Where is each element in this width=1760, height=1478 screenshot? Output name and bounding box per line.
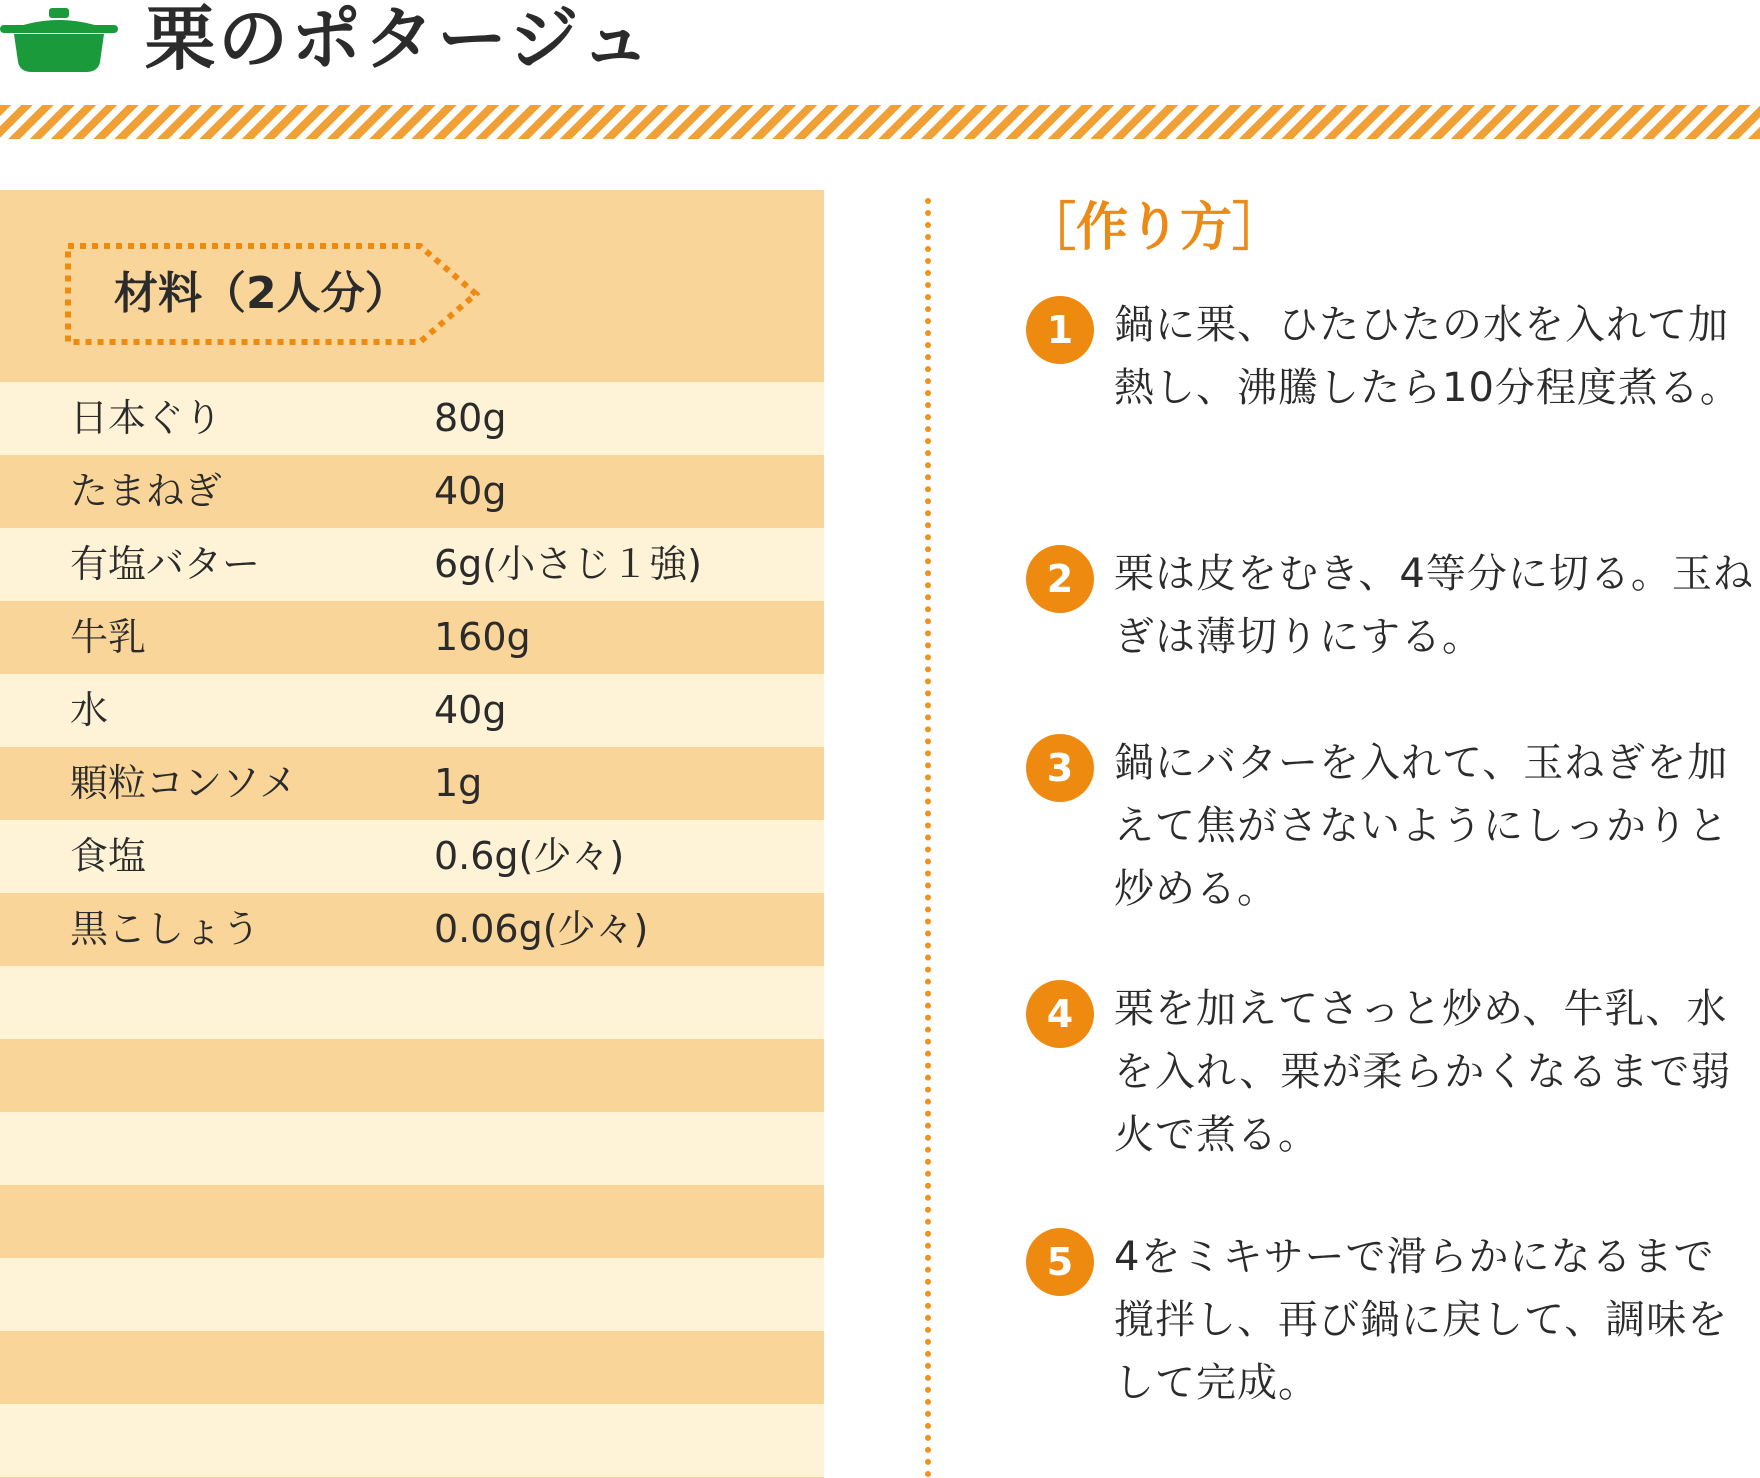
- step-text: 鍋に栗、ひたひたの水を入れて加熱し、沸騰したら10分程度煮る。: [1114, 302, 1741, 411]
- method-title: ［作り方］: [1024, 198, 1285, 258]
- step-number-badge: 2: [1026, 545, 1094, 613]
- step-number-badge: 1: [1026, 296, 1094, 364]
- step-text: 4をミキサーで滑らかになるまで撹拌し、再び鍋に戻して、調味をして完成。: [1114, 1234, 1729, 1406]
- ingredient-name: 黒こしょう: [70, 907, 261, 951]
- ingredient-row: [0, 528, 824, 601]
- ingredient-row-empty: [0, 1258, 824, 1331]
- column-divider: [925, 198, 931, 1478]
- ingredient-row: [0, 820, 824, 893]
- ingredients-title: 材料（2人分）: [114, 268, 409, 319]
- step-number-badge: 5: [1026, 1228, 1094, 1296]
- step-text: 栗を加えてさっと炒め、牛乳、水を入れ、栗が柔らかくなるまで弱火で煮る。: [1114, 986, 1732, 1158]
- step-text: 栗は皮をむき、4等分に切る。玉ねぎは薄切りにする。: [1114, 551, 1754, 660]
- step-text: 鍋にバターを入れて、玉ねぎを加えて焦がさないようにしっかりと炒める。: [1114, 740, 1729, 912]
- ingredient-name: 有塩バター: [70, 542, 261, 586]
- ingredient-row: [0, 893, 824, 966]
- ingredient-row-empty: [0, 1331, 824, 1404]
- ingredient-row-empty: [0, 966, 824, 1039]
- pot-icon: [0, 8, 118, 72]
- ingredient-name: 顆粒コンソメ: [70, 761, 298, 805]
- ingredient-name: たまねぎ: [70, 469, 223, 513]
- ingredients-tag: [64, 242, 484, 346]
- ingredient-row: [0, 747, 824, 820]
- ingredient-amount: 40g: [434, 688, 507, 732]
- ingredient-amount: 80g: [434, 396, 507, 440]
- ingredient-row-empty: [0, 1404, 824, 1477]
- ingredients-panel: [0, 190, 824, 1478]
- step-number-badge: 3: [1026, 734, 1094, 802]
- ingredient-row-empty: [0, 1112, 824, 1185]
- header-stripe-divider: [0, 105, 1760, 139]
- ingredient-name: 牛乳: [70, 615, 147, 659]
- ingredient-row: [0, 382, 824, 455]
- ingredient-name: 水: [70, 688, 109, 732]
- ingredient-row-empty: [0, 1185, 824, 1258]
- page-title: 栗のポタージュ: [145, 0, 654, 80]
- ingredient-row: [0, 455, 824, 528]
- ingredient-amount: 40g: [434, 469, 507, 513]
- ingredient-name: 食塩: [70, 834, 147, 878]
- ingredient-row: [0, 601, 824, 674]
- ingredient-amount: 0.6g(少々): [434, 834, 625, 878]
- ingredient-row: [0, 674, 824, 747]
- step-number-badge: 4: [1026, 980, 1094, 1048]
- ingredient-name: 日本ぐり: [70, 396, 223, 440]
- page-header: [0, 0, 1760, 140]
- ingredient-amount: 0.06g(少々): [434, 907, 649, 951]
- ingredient-row-empty: [0, 1039, 824, 1112]
- ingredients-header: [0, 190, 824, 382]
- ingredient-amount: 160g: [434, 615, 531, 659]
- ingredient-amount: 1g: [434, 761, 483, 805]
- ingredients-table: [0, 382, 824, 1478]
- ingredient-amount: 6g(小さじ１強): [434, 542, 702, 586]
